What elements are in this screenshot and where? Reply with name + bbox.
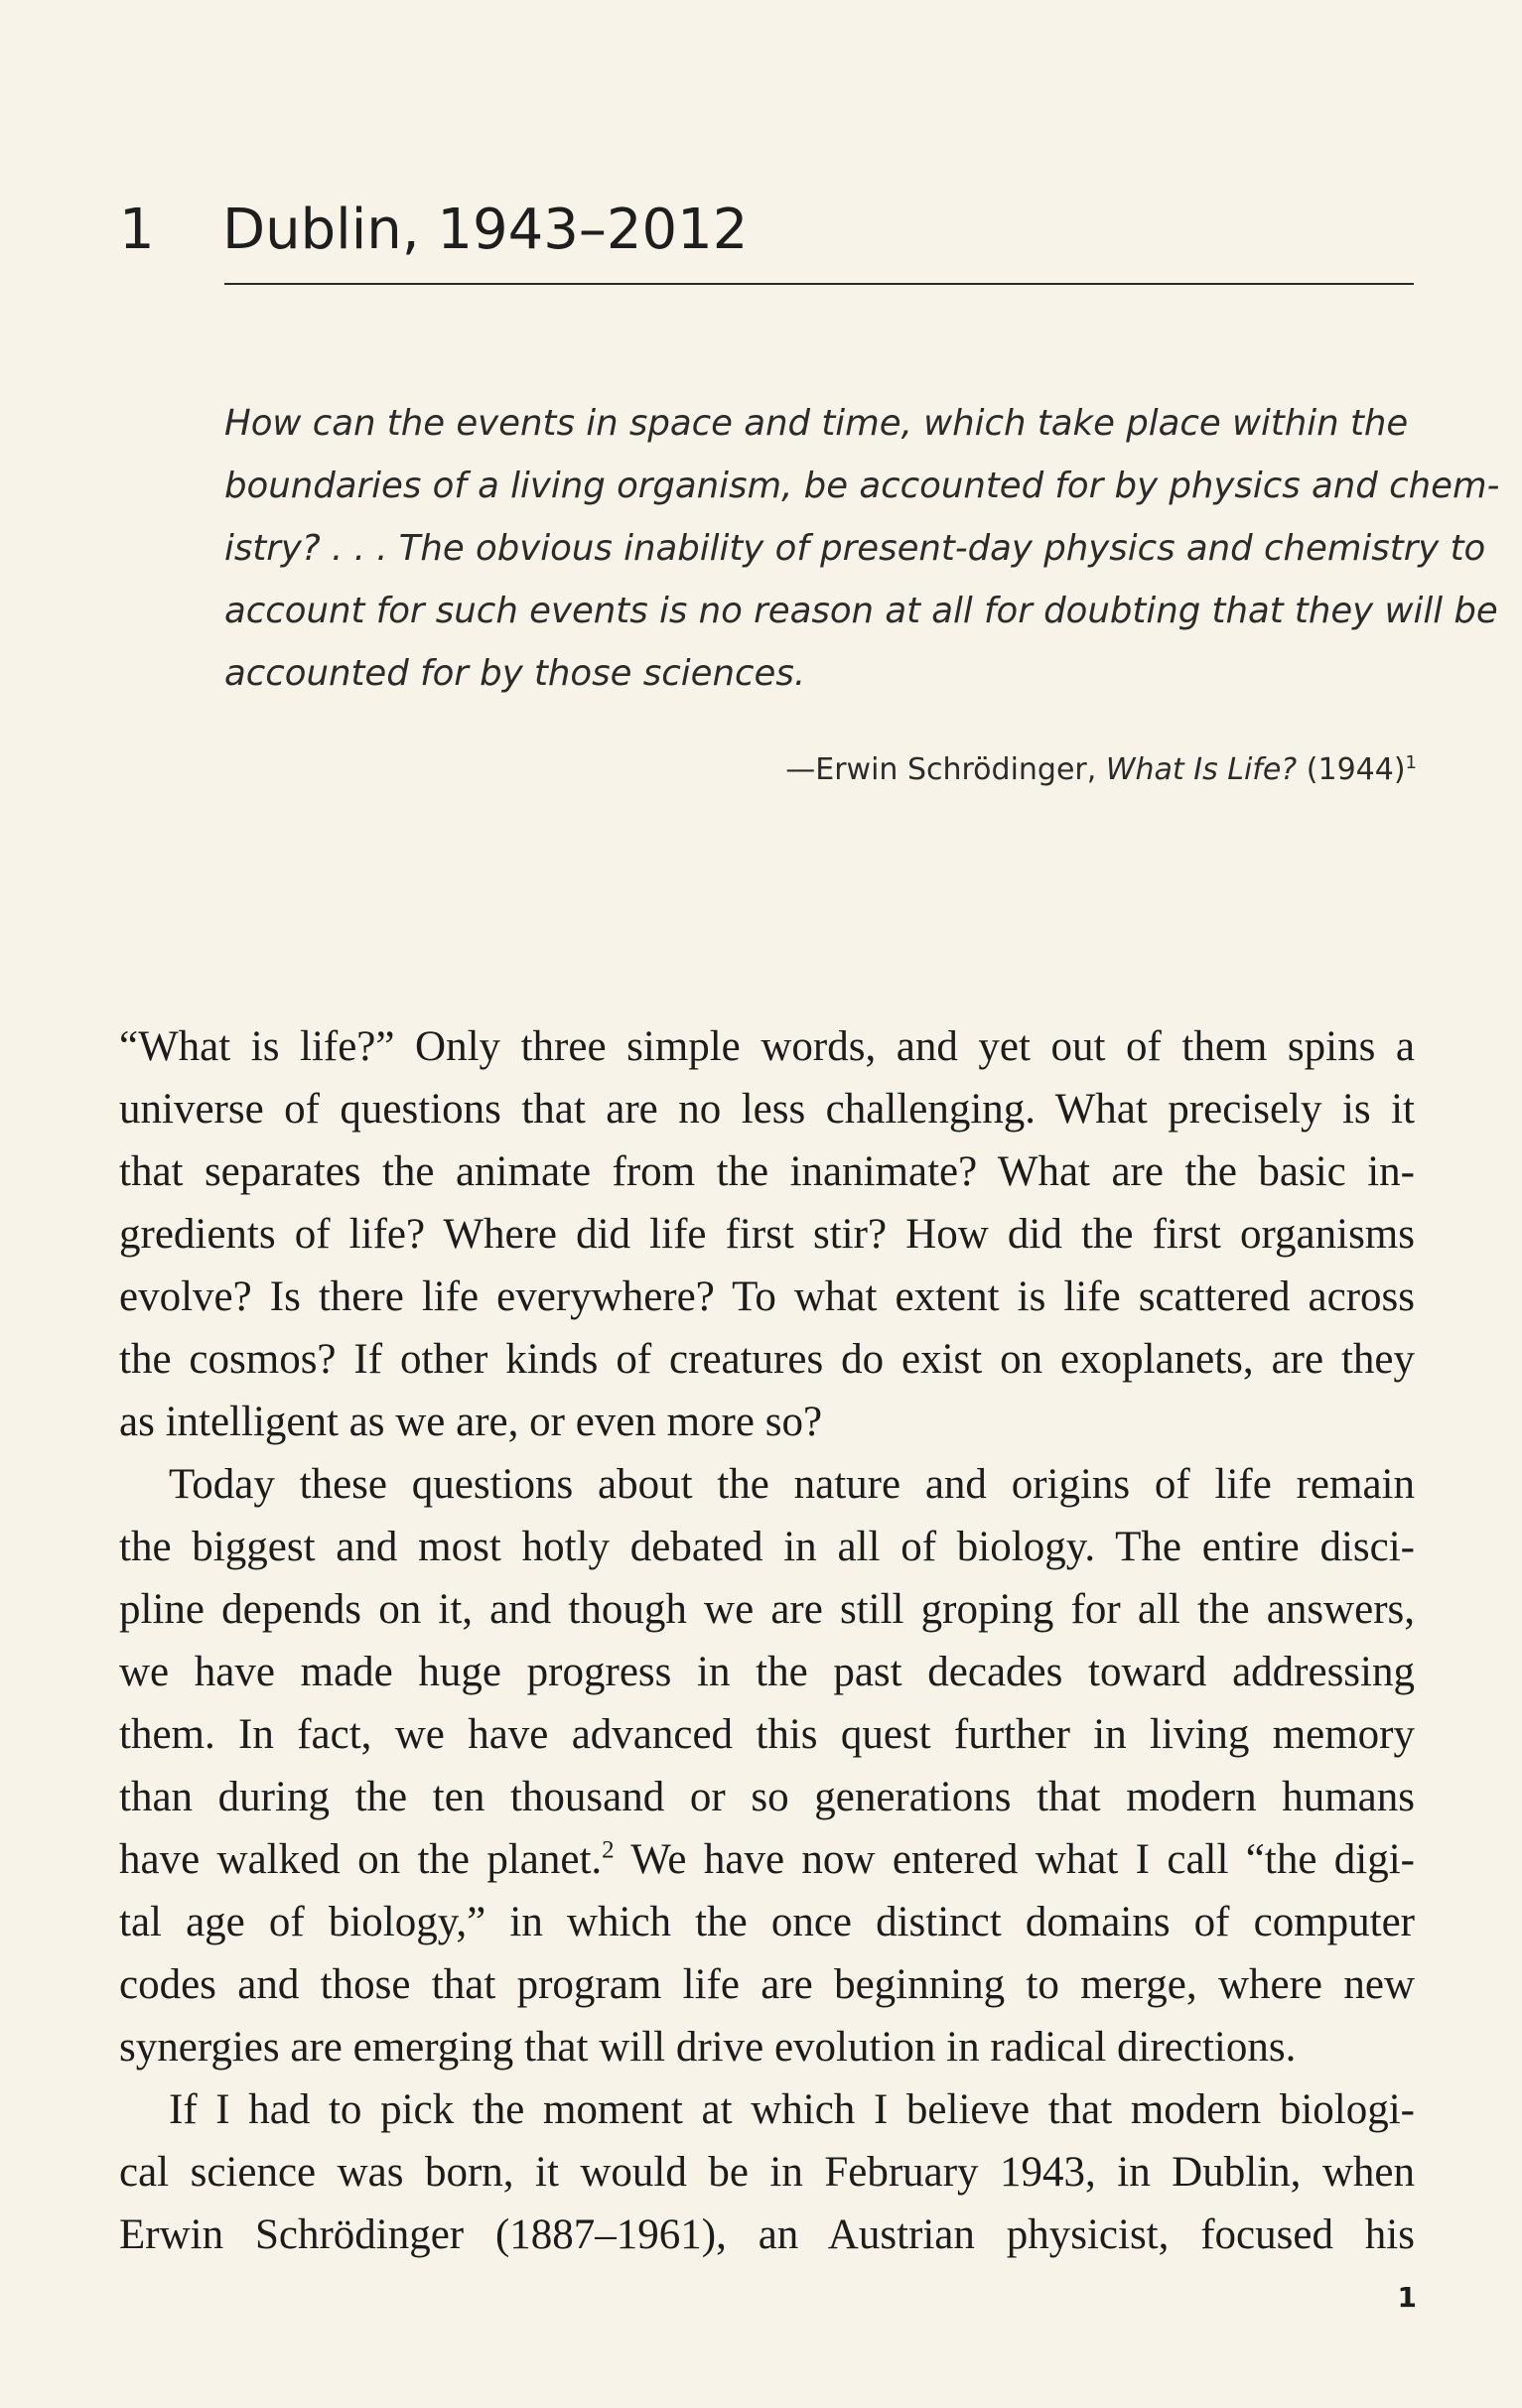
text-line: universe of questions that are no less challenging. What precisely is it bbox=[119, 1086, 1415, 1133]
text-line: pline depends on it, and though we are still groping for all the answers, bbox=[119, 1586, 1415, 1633]
text-line: the cosmos? If other kinds of creatures do exist on exoplanets, are they bbox=[119, 1336, 1415, 1383]
epigraph-attribution bbox=[785, 746, 1417, 794]
text-line: If I had to pick the moment at which I believe that modern biologi- bbox=[169, 2086, 1415, 2133]
text-line: gredients of life? Where did life first stir? How did the first organisms bbox=[119, 1211, 1415, 1258]
text-line: cal science was born, it would be in February 1943, in Dublin, when bbox=[119, 2149, 1415, 2196]
epigraph-line: accounted for by those sciences. bbox=[224, 653, 806, 694]
epigraph bbox=[224, 392, 1500, 705]
chapter-number: 1 bbox=[119, 198, 155, 262]
body-text bbox=[119, 1015, 1415, 2266]
text-line: synergies are emerging that will drive evolution in radical directions. bbox=[119, 2024, 1297, 2071]
footnote-marker: 1 bbox=[1405, 752, 1417, 773]
epigraph-line: How can the events in space and time, which take place within the bbox=[224, 403, 1409, 444]
text-line: them. In fact, we have advanced this quest further in living memory bbox=[119, 1711, 1415, 1758]
attribution-year: (1944) bbox=[1306, 752, 1406, 787]
text-line: Today these questions about the nature and origins of life remain bbox=[169, 1461, 1415, 1508]
text-line: Erwin Schrödinger (1887–1961), an Austrian physicist, focused his bbox=[119, 2211, 1415, 2258]
chapter-heading bbox=[119, 191, 1410, 270]
text-line bbox=[119, 1828, 1415, 1891]
text-line: the biggest and most hotly debated in all of biology. The entire disci- bbox=[119, 1524, 1415, 1570]
attribution-author: —Erwin Schrödinger, bbox=[785, 752, 1097, 787]
chapter-title: Dublin, 1943–2012 bbox=[222, 198, 749, 262]
epigraph-line: istry? . . . The obvious inability of present-day physics and chemistry to bbox=[224, 528, 1486, 569]
text-line: evolve? Is there life everywhere? To what extent is life scattered across bbox=[119, 1273, 1415, 1320]
text-line: codes and those that program life are beginning to merge, where new bbox=[119, 1961, 1415, 2008]
text-line: as intelligent as we are, or even more so? bbox=[119, 1399, 823, 1445]
paragraph-3 bbox=[119, 2078, 1415, 2266]
attribution-work: What Is Life? bbox=[1105, 752, 1298, 787]
text-line: we have made huge progress in the past decades toward addressing bbox=[119, 1649, 1415, 1695]
paragraph-1 bbox=[119, 1015, 1415, 1453]
page-number: 1 bbox=[1397, 2281, 1417, 2314]
paragraph-2 bbox=[119, 1453, 1415, 2078]
text-line: that separates the animate from the inanimate? What are the basic in- bbox=[119, 1148, 1415, 1195]
text-segment: We have now entered what I call “the digi- bbox=[614, 1836, 1415, 1883]
text-line: than during the ten thousand or so generations that modern humans bbox=[119, 1774, 1415, 1820]
text-line: “What is life?” Only three simple words, and yet out of them spins a bbox=[119, 1023, 1415, 1070]
epigraph-line: boundaries of a living organism, be accounted for by physics and chem- bbox=[224, 466, 1500, 506]
epigraph-line: account for such events is no reason at all for doubting that they will be bbox=[224, 591, 1498, 631]
text-segment: have walked on the planet. bbox=[119, 1836, 603, 1883]
footnote-marker: 2 bbox=[602, 1836, 615, 1864]
heading-rule bbox=[224, 283, 1414, 285]
text-line: tal age of biology,” in which the once distinct domains of computer bbox=[119, 1899, 1415, 1945]
